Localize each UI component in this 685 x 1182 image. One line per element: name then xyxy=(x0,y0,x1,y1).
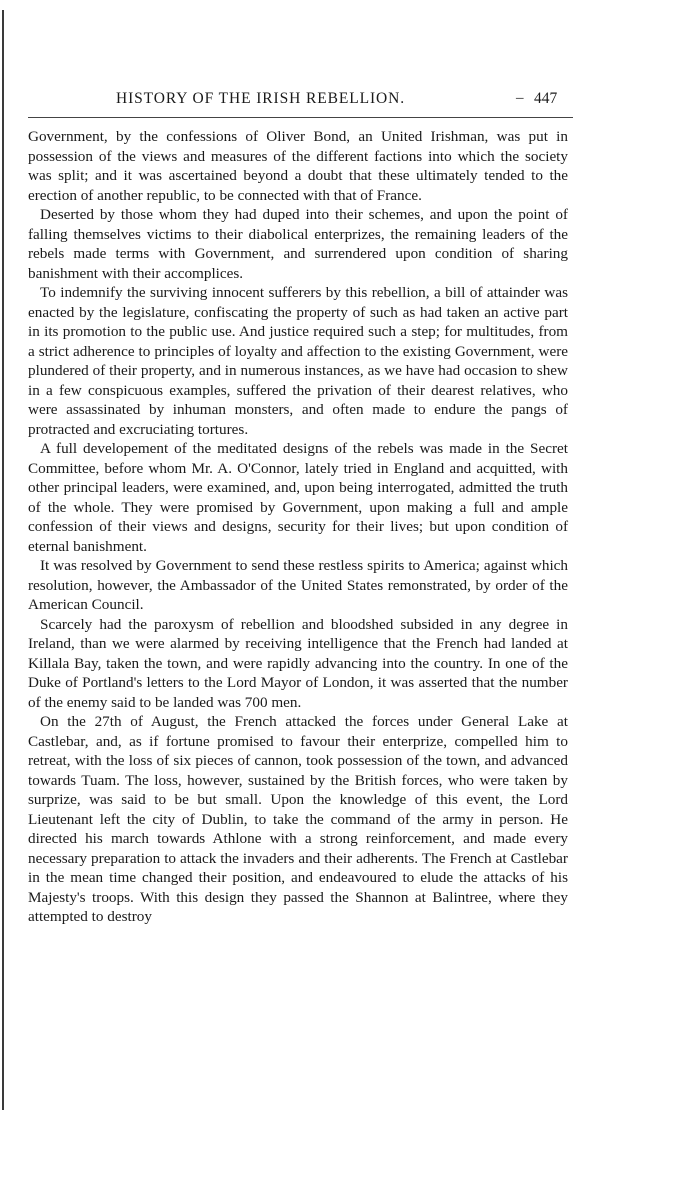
paragraph-2: Deserted by those whom they had duped into their schemes, and upon the point of falling themselves victims to their diabolical enterprizes, the remaining leaders of the rebels made terms with Government, and surrendered upon condition of sharing banishment with their accomplices. xyxy=(28,206,568,282)
paragraph-5: It was resolved by Government to send these restless spirits to America; against which resolution, however, the Ambassador of the United States remonstrated, by order of the American Council. xyxy=(28,557,568,613)
paragraph-1: Government, by the confessions of Oliver Bond, an United Irishman, was put in possession of the views and measures of the different factions into which the society was split; and it was ascertained beyond a doubt that these ultimately tended to the erection of another republic, to be connected with that of France. xyxy=(28,128,568,204)
page-number: 447 xyxy=(534,90,558,107)
header-dash: – xyxy=(516,90,524,106)
paragraph-4: A full developement of the meditated designs of the rebels was made in the Secret Committee, before whom Mr. A. O'Connor, lately tried in England and acquitted, with other principal leaders, were examined, and, upon being interrogated, admitted the truth of the whole. They were promised by Government, upon making a full and ample confession of their views and designs, security for their lives; but upon condition of eternal banishment. xyxy=(28,440,568,555)
page-edge-rule xyxy=(2,10,4,1110)
paragraph-6: Scarcely had the paroxysm of rebellion and bloodshed subsided in any degree in Ireland, than we were alarmed by receiving intelligence that the French had landed at Killala Bay, taken the town, and were rapidly advancing into the country. In one of the Duke of Portland's letters to the Lord Mayor of London, it was asserted that the number of the enemy said to be landed was 700 men. xyxy=(28,615,568,711)
paragraph-7: On the 27th of August, the French attacked the forces under General Lake at Castlebar, and, as if fortune promised to favour their enterprize, compelled him to retreat, with the loss of six pieces of cannon, took possession of the town, and advanced towards Tuam. The loss, however, sustained by the British forces, who were taken by surprize, was said to be but small. Upon the knowledge of this event, the Lord Lieutenant left the city of Dublin, to take the command of the army in person. He directed his march towards Athlone with a strong reinforcement, and made every necessary preparation to attack the invaders and their adherents. The French at Castlebar in the mean time changed their position, and endeavoured to elude the attacks of his Majesty's troops. With this design they passed the Shannon at Balintree, where they attempted to destroy xyxy=(28,713,568,925)
body-text xyxy=(28,127,568,927)
running-head: HISTORY OF THE IRISH REBELLION. xyxy=(116,90,405,107)
page-header xyxy=(28,88,573,112)
header-rule xyxy=(28,117,573,118)
paragraph-3: To indemnify the surviving innocent sufferers by this rebellion, a bill of attainder was enacted by the legislature, confiscating the property of such as had taken an active part in its promotion to the public use. And justice required such a step; for multitudes, from a strict adherence to principles of loyalty and affection to the existing Government, were plundered of their property, and in numerous instances, as we have had occasion to shew in a few conspicuous examples, suffered the privation of their dearest relatives, who were assassinated by inhuman monsters, and often made to endure the pangs of protracted and excruciating tortures. xyxy=(28,284,568,438)
